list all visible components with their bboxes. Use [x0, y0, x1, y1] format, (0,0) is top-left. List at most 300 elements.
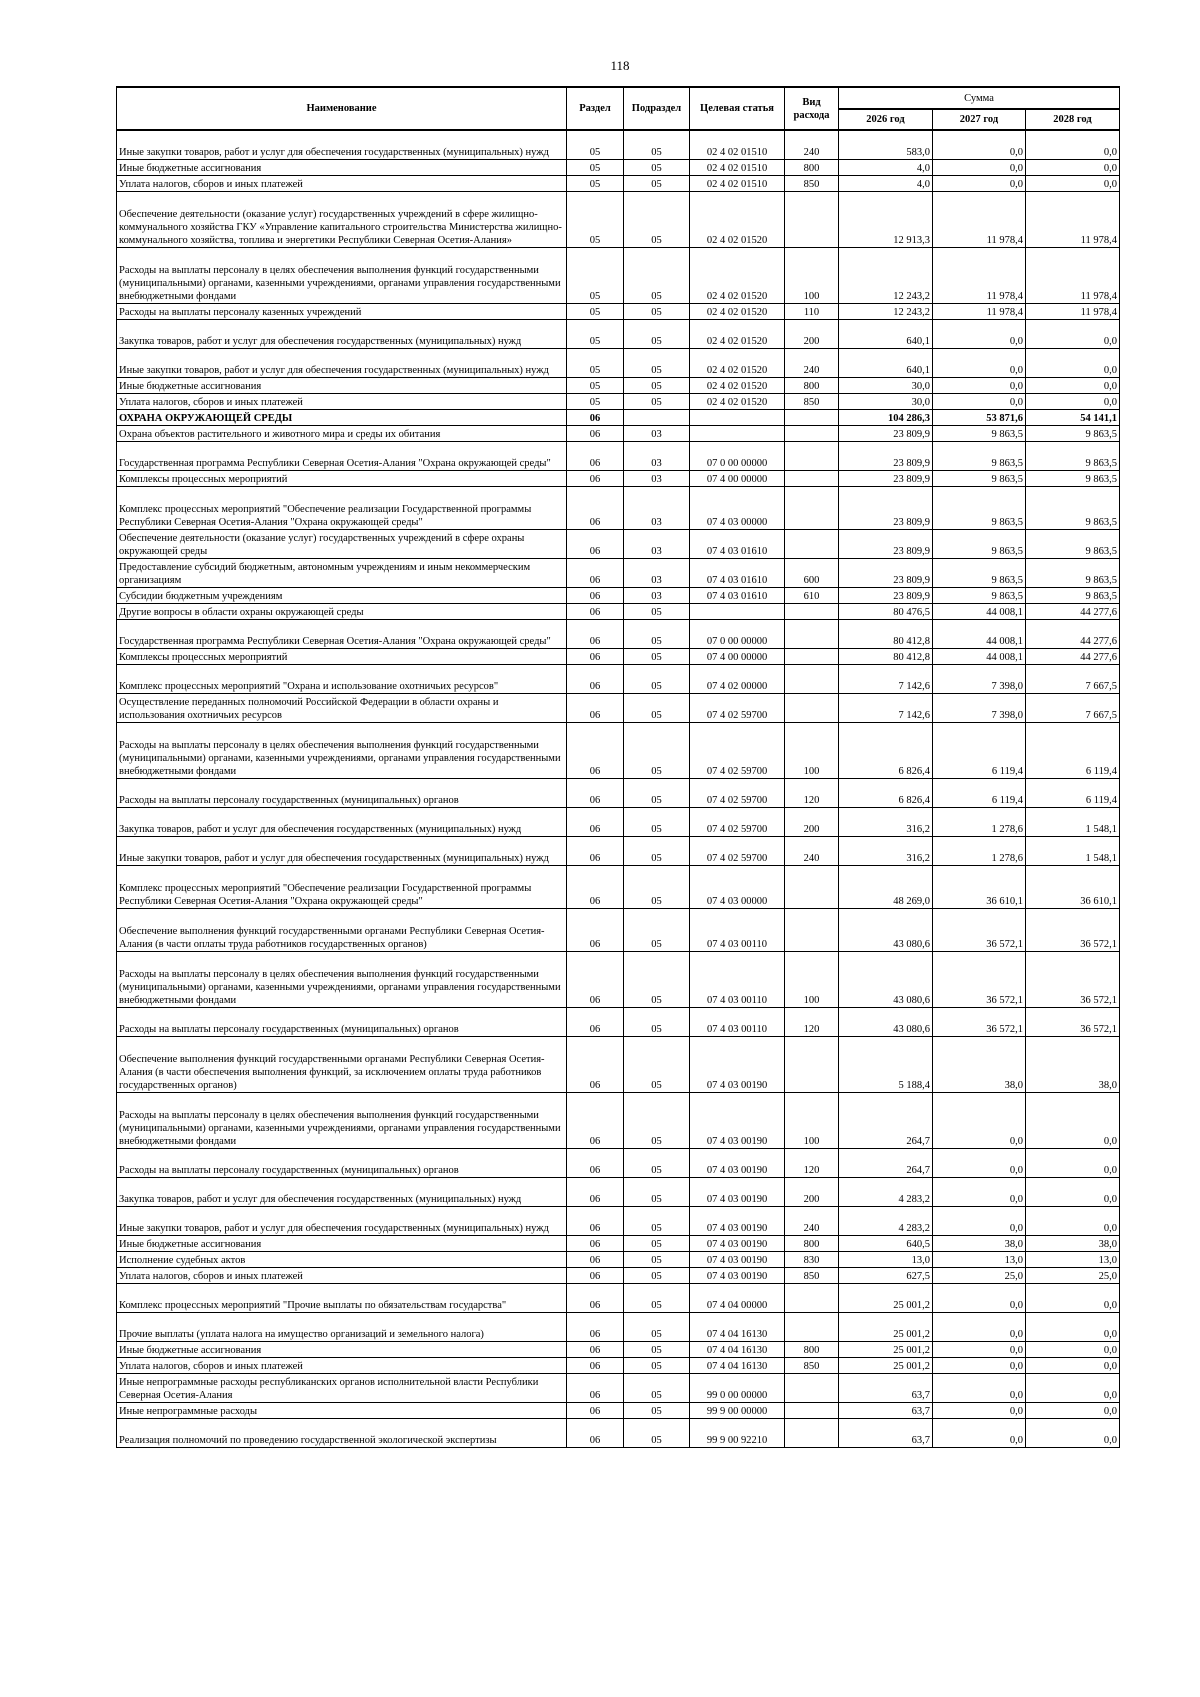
row-sum-2028: 44 277,6	[1026, 648, 1120, 664]
row-section: 06	[567, 1402, 624, 1418]
row-subsection: 05	[624, 1148, 690, 1177]
table-row	[117, 348, 1120, 377]
row-name: Расходы на выплаты персоналу государственных (муниципальных) органов	[117, 778, 567, 807]
row-subsection: 05	[624, 1357, 690, 1373]
row-sum-2027: 36 572,1	[933, 951, 1026, 1007]
row-sum-2027: 11 978,4	[933, 191, 1026, 247]
row-name: Обеспечение выполнения функций государственными органами Республики Северная Осетия-Алания (в части оплаты труда работников государственных органов)	[117, 908, 567, 951]
row-sum-2028: 0,0	[1026, 1148, 1120, 1177]
row-sum-2026: 627,5	[839, 1267, 933, 1283]
row-subsection: 05	[624, 1373, 690, 1402]
row-sum-2028: 6 119,4	[1026, 778, 1120, 807]
row-section: 06	[567, 1206, 624, 1235]
row-sum-2027: 44 008,1	[933, 619, 1026, 648]
row-target-item: 07 4 02 59700	[690, 722, 785, 778]
row-sum-2027: 44 008,1	[933, 603, 1026, 619]
row-target-item: 02 4 02 01510	[690, 175, 785, 191]
table-row	[117, 1177, 1120, 1206]
row-name: Расходы на выплаты персоналу государственных (муниципальных) органов	[117, 1007, 567, 1036]
row-section: 06	[567, 908, 624, 951]
row-name: Комплекс процессных мероприятий "Прочие выплаты по обязательствам государства"	[117, 1283, 567, 1312]
row-subsection: 05	[624, 175, 690, 191]
row-target-item: 07 4 03 01610	[690, 529, 785, 558]
row-expense-type: 800	[785, 1341, 839, 1357]
row-expense-type	[785, 693, 839, 722]
row-subsection: 05	[624, 130, 690, 159]
row-sum-2026: 6 826,4	[839, 778, 933, 807]
row-sum-2028: 0,0	[1026, 1177, 1120, 1206]
row-section: 06	[567, 1235, 624, 1251]
row-target-item: 07 4 02 59700	[690, 778, 785, 807]
row-section: 06	[567, 619, 624, 648]
row-subsection: 03	[624, 587, 690, 603]
row-sum-2026: 23 809,9	[839, 558, 933, 587]
row-sum-2028: 36 572,1	[1026, 908, 1120, 951]
row-sum-2026: 63,7	[839, 1373, 933, 1402]
row-sum-2028: 0,0	[1026, 1418, 1120, 1447]
row-name: Расходы на выплаты персоналу государственных (муниципальных) органов	[117, 1148, 567, 1177]
row-name: Комплекс процессных мероприятий "Обеспечение реализации Государственной программы Республики Северная Осетия-Алания "Охрана окружающей среды"	[117, 486, 567, 529]
row-sum-2028: 36 572,1	[1026, 1007, 1120, 1036]
table-row	[117, 175, 1120, 191]
row-sum-2026: 30,0	[839, 377, 933, 393]
row-name: Обеспечение выполнения функций государственными органами Республики Северная Осетия-Алания (в части обеспечения выполнения функций, за исключением оплаты труда работников государственных органов)	[117, 1036, 567, 1092]
row-sum-2027: 9 863,5	[933, 529, 1026, 558]
row-sum-2026: 23 809,9	[839, 425, 933, 441]
budget-table	[116, 86, 1120, 1448]
row-target-item: 07 4 03 00190	[690, 1267, 785, 1283]
row-target-item: 02 4 02 01520	[690, 393, 785, 409]
row-sum-2028: 38,0	[1026, 1036, 1120, 1092]
table-row	[117, 1251, 1120, 1267]
row-expense-type: 800	[785, 377, 839, 393]
row-name: Уплата налогов, сборов и иных платежей	[117, 1267, 567, 1283]
row-section: 06	[567, 558, 624, 587]
row-section: 06	[567, 1373, 624, 1402]
row-target-item: 07 4 03 00190	[690, 1251, 785, 1267]
row-target-item: 07 4 03 00190	[690, 1206, 785, 1235]
row-section: 06	[567, 722, 624, 778]
row-sum-2026: 23 809,9	[839, 441, 933, 470]
row-sum-2026: 23 809,9	[839, 587, 933, 603]
row-expense-type: 240	[785, 836, 839, 865]
row-expense-type: 850	[785, 175, 839, 191]
table-row	[117, 1283, 1120, 1312]
row-expense-type: 830	[785, 1251, 839, 1267]
row-name: Расходы на выплаты персоналу в целях обеспечения выполнения функций государственными (муниципальными) органами, казенными учреждениями, органами управления государственными внебюджетными фондами	[117, 722, 567, 778]
header-section: Раздел	[567, 87, 624, 130]
row-section: 06	[567, 587, 624, 603]
row-sum-2027: 0,0	[933, 1418, 1026, 1447]
row-sum-2026: 640,1	[839, 319, 933, 348]
row-sum-2027: 0,0	[933, 1206, 1026, 1235]
table-row	[117, 778, 1120, 807]
row-expense-type: 100	[785, 951, 839, 1007]
row-sum-2028: 25,0	[1026, 1267, 1120, 1283]
header-expense-type: Вид расхода	[785, 87, 839, 130]
row-sum-2027: 11 978,4	[933, 247, 1026, 303]
row-name: Уплата налогов, сборов и иных платежей	[117, 175, 567, 191]
row-expense-type	[785, 619, 839, 648]
row-subsection: 05	[624, 303, 690, 319]
row-expense-type	[785, 603, 839, 619]
table-row	[117, 1148, 1120, 1177]
row-expense-type	[785, 441, 839, 470]
row-expense-type	[785, 191, 839, 247]
row-name: Иные закупки товаров, работ и услуг для обеспечения государственных (муниципальных) нужд	[117, 130, 567, 159]
row-subsection: 03	[624, 441, 690, 470]
row-target-item: 07 4 03 00000	[690, 865, 785, 908]
table-row	[117, 425, 1120, 441]
row-target-item: 99 9 00 00000	[690, 1402, 785, 1418]
row-name: Комплексы процессных мероприятий	[117, 470, 567, 486]
row-subsection	[624, 409, 690, 425]
row-name: Субсидии бюджетным учреждениям	[117, 587, 567, 603]
row-target-item: 07 4 04 16130	[690, 1341, 785, 1357]
header-year-2027: 2027 год	[933, 109, 1026, 130]
row-expense-type: 850	[785, 1357, 839, 1373]
row-subsection: 05	[624, 693, 690, 722]
row-sum-2026: 5 188,4	[839, 1036, 933, 1092]
row-sum-2028: 11 978,4	[1026, 303, 1120, 319]
row-name: Иные бюджетные ассигнования	[117, 159, 567, 175]
row-section: 06	[567, 441, 624, 470]
row-section: 06	[567, 1036, 624, 1092]
row-section: 06	[567, 1357, 624, 1373]
header-subsection: Подраздел	[624, 87, 690, 130]
row-subsection: 03	[624, 558, 690, 587]
table-row	[117, 470, 1120, 486]
row-sum-2026: 104 286,3	[839, 409, 933, 425]
row-sum-2028: 0,0	[1026, 393, 1120, 409]
row-name: Расходы на выплаты персоналу в целях обеспечения выполнения функций государственными (муниципальными) органами, казенными учреждениями, органами управления государственными внебюджетными фондами	[117, 1092, 567, 1148]
row-sum-2027: 0,0	[933, 1312, 1026, 1341]
header-year-2026: 2026 год	[839, 109, 933, 130]
row-subsection: 05	[624, 1402, 690, 1418]
row-target-item: 07 4 04 16130	[690, 1312, 785, 1341]
row-target-item: 07 4 03 00190	[690, 1092, 785, 1148]
row-target-item: 07 4 03 00110	[690, 1007, 785, 1036]
row-target-item: 07 0 00 00000	[690, 619, 785, 648]
row-sum-2027: 0,0	[933, 130, 1026, 159]
row-sum-2027: 0,0	[933, 1373, 1026, 1402]
row-target-item: 07 4 02 59700	[690, 693, 785, 722]
row-subsection: 05	[624, 319, 690, 348]
header-target-item: Целевая статья	[690, 87, 785, 130]
table-header	[117, 87, 1120, 130]
row-name: Осуществление переданных полномочий Российской Федерации в области охраны и использования охотничьих ресурсов	[117, 693, 567, 722]
row-section: 06	[567, 1148, 624, 1177]
row-sum-2026: 12 243,2	[839, 247, 933, 303]
row-subsection: 05	[624, 619, 690, 648]
row-subsection: 05	[624, 348, 690, 377]
row-sum-2026: 30,0	[839, 393, 933, 409]
table-row	[117, 377, 1120, 393]
row-sum-2028: 0,0	[1026, 1092, 1120, 1148]
row-sum-2027: 36 572,1	[933, 908, 1026, 951]
row-sum-2027: 1 278,6	[933, 836, 1026, 865]
row-section: 06	[567, 836, 624, 865]
row-target-item: 07 4 00 00000	[690, 648, 785, 664]
row-section: 06	[567, 1177, 624, 1206]
row-subsection: 05	[624, 1341, 690, 1357]
row-expense-type	[785, 648, 839, 664]
row-sum-2028: 0,0	[1026, 175, 1120, 191]
row-expense-type	[785, 1402, 839, 1418]
row-sum-2027: 38,0	[933, 1036, 1026, 1092]
table-row	[117, 1341, 1120, 1357]
table-row	[117, 619, 1120, 648]
row-name: Обеспечение деятельности (оказание услуг) государственных учреждений в сфере жилищно-коммунального хозяйства ГКУ «Управление капитального строительства Министерства жилищно-коммунального хозяйства, топлива и энергетики Республики Северная Осетия-Алания»	[117, 191, 567, 247]
row-subsection: 05	[624, 1251, 690, 1267]
row-sum-2027: 9 863,5	[933, 470, 1026, 486]
row-sum-2028: 0,0	[1026, 1283, 1120, 1312]
row-name: Реализация полномочий по проведению государственной экологической экспертизы	[117, 1418, 567, 1447]
table-row	[117, 130, 1120, 159]
row-expense-type: 800	[785, 159, 839, 175]
row-sum-2026: 25 001,2	[839, 1283, 933, 1312]
row-name: Расходы на выплаты персоналу в целях обеспечения выполнения функций государственными (муниципальными) органами, казенными учреждениями, органами управления государственными внебюджетными фондами	[117, 951, 567, 1007]
row-target-item: 07 4 04 16130	[690, 1357, 785, 1373]
row-sum-2028: 38,0	[1026, 1235, 1120, 1251]
row-expense-type	[785, 1418, 839, 1447]
row-subsection: 05	[624, 1418, 690, 1447]
row-sum-2026: 23 809,9	[839, 486, 933, 529]
table-row	[117, 247, 1120, 303]
row-name: Предоставление субсидий бюджетным, автономным учреждениям и иным некоммерческим организациям	[117, 558, 567, 587]
row-name: Обеспечение деятельности (оказание услуг) государственных учреждений в сфере охраны окружающей среды	[117, 529, 567, 558]
row-section: 06	[567, 693, 624, 722]
row-sum-2027: 53 871,6	[933, 409, 1026, 425]
row-sum-2026: 43 080,6	[839, 951, 933, 1007]
row-section: 06	[567, 778, 624, 807]
table-row	[117, 529, 1120, 558]
row-expense-type: 200	[785, 807, 839, 836]
row-section: 05	[567, 319, 624, 348]
row-sum-2028: 0,0	[1026, 377, 1120, 393]
row-subsection: 05	[624, 1312, 690, 1341]
row-sum-2026: 6 826,4	[839, 722, 933, 778]
row-expense-type	[785, 1036, 839, 1092]
row-section: 06	[567, 664, 624, 693]
row-subsection: 03	[624, 470, 690, 486]
table-row	[117, 409, 1120, 425]
row-sum-2028: 1 548,1	[1026, 836, 1120, 865]
row-sum-2027: 36 572,1	[933, 1007, 1026, 1036]
row-section: 06	[567, 648, 624, 664]
row-sum-2028: 6 119,4	[1026, 722, 1120, 778]
row-name: Иные непрограммные расходы	[117, 1402, 567, 1418]
row-subsection: 05	[624, 1177, 690, 1206]
table-row	[117, 1267, 1120, 1283]
row-sum-2026: 583,0	[839, 130, 933, 159]
row-subsection: 05	[624, 1206, 690, 1235]
row-sum-2027: 0,0	[933, 1148, 1026, 1177]
row-sum-2026: 316,2	[839, 836, 933, 865]
row-target-item: 02 4 02 01520	[690, 319, 785, 348]
table-row	[117, 1418, 1120, 1447]
row-target-item: 02 4 02 01520	[690, 191, 785, 247]
row-expense-type	[785, 908, 839, 951]
row-sum-2027: 9 863,5	[933, 441, 1026, 470]
row-subsection: 05	[624, 191, 690, 247]
row-section: 06	[567, 603, 624, 619]
row-sum-2027: 13,0	[933, 1251, 1026, 1267]
row-expense-type	[785, 470, 839, 486]
row-expense-type: 600	[785, 558, 839, 587]
row-subsection: 05	[624, 393, 690, 409]
row-section: 06	[567, 486, 624, 529]
row-subsection: 05	[624, 247, 690, 303]
row-name: Иные закупки товаров, работ и услуг для обеспечения государственных (муниципальных) нужд	[117, 348, 567, 377]
row-sum-2028: 0,0	[1026, 159, 1120, 175]
table-row	[117, 587, 1120, 603]
row-target-item: 07 4 00 00000	[690, 470, 785, 486]
table-row	[117, 664, 1120, 693]
row-target-item: 07 0 00 00000	[690, 441, 785, 470]
row-expense-type: 240	[785, 348, 839, 377]
row-section: 06	[567, 1007, 624, 1036]
row-sum-2027: 7 398,0	[933, 664, 1026, 693]
table-row	[117, 1373, 1120, 1402]
row-sum-2027: 0,0	[933, 175, 1026, 191]
row-sum-2027: 0,0	[933, 1092, 1026, 1148]
row-sum-2028: 13,0	[1026, 1251, 1120, 1267]
row-name: Государственная программа Республики Северная Осетия-Алания "Охрана окружающей среды"	[117, 619, 567, 648]
table-row	[117, 1036, 1120, 1092]
row-name: Другие вопросы в области охраны окружающей среды	[117, 603, 567, 619]
row-sum-2027: 6 119,4	[933, 778, 1026, 807]
row-sum-2027: 0,0	[933, 1177, 1026, 1206]
row-target-item: 07 4 02 59700	[690, 836, 785, 865]
row-name: ОХРАНА ОКРУЖАЮЩЕЙ СРЕДЫ	[117, 409, 567, 425]
row-name: Иные закупки товаров, работ и услуг для обеспечения государственных (муниципальных) нужд	[117, 1206, 567, 1235]
row-sum-2026: 640,5	[839, 1235, 933, 1251]
row-expense-type: 850	[785, 1267, 839, 1283]
table-row	[117, 603, 1120, 619]
row-subsection: 05	[624, 664, 690, 693]
page-number: 118	[610, 58, 630, 73]
row-sum-2026: 4,0	[839, 175, 933, 191]
table-row	[117, 303, 1120, 319]
row-sum-2026: 12 243,2	[839, 303, 933, 319]
row-name: Закупка товаров, работ и услуг для обеспечения государственных (муниципальных) нужд	[117, 807, 567, 836]
table-row	[117, 558, 1120, 587]
row-subsection: 05	[624, 1235, 690, 1251]
row-subsection: 03	[624, 529, 690, 558]
row-name: Закупка товаров, работ и услуг для обеспечения государственных (муниципальных) нужд	[117, 1177, 567, 1206]
row-section: 05	[567, 191, 624, 247]
row-expense-type: 610	[785, 587, 839, 603]
row-section: 06	[567, 865, 624, 908]
table-row	[117, 393, 1120, 409]
header-name: Наименование	[117, 87, 567, 130]
row-sum-2027: 0,0	[933, 1402, 1026, 1418]
row-sum-2027: 9 863,5	[933, 486, 1026, 529]
table-row	[117, 1402, 1120, 1418]
row-target-item: 07 4 02 00000	[690, 664, 785, 693]
row-sum-2027: 44 008,1	[933, 648, 1026, 664]
row-name: Прочие выплаты (уплата налога на имущество организаций и земельного налога)	[117, 1312, 567, 1341]
row-subsection: 05	[624, 159, 690, 175]
row-expense-type	[785, 529, 839, 558]
row-section: 06	[567, 425, 624, 441]
row-target-item: 07 4 02 59700	[690, 807, 785, 836]
row-sum-2028: 0,0	[1026, 1402, 1120, 1418]
row-sum-2027: 0,0	[933, 348, 1026, 377]
row-section: 06	[567, 1418, 624, 1447]
row-expense-type	[785, 664, 839, 693]
table-row	[117, 1312, 1120, 1341]
row-subsection: 05	[624, 1283, 690, 1312]
row-section: 06	[567, 409, 624, 425]
row-expense-type	[785, 486, 839, 529]
row-section: 06	[567, 951, 624, 1007]
row-section: 06	[567, 1092, 624, 1148]
row-name: Иные бюджетные ассигнования	[117, 1341, 567, 1357]
row-expense-type: 100	[785, 1092, 839, 1148]
row-sum-2026: 25 001,2	[839, 1312, 933, 1341]
row-target-item: 07 4 03 00110	[690, 908, 785, 951]
row-target-item: 07 4 03 01610	[690, 587, 785, 603]
row-sum-2028: 9 863,5	[1026, 470, 1120, 486]
row-name: Расходы на выплаты персоналу в целях обеспечения выполнения функций государственными (муниципальными) органами, казенными учреждениями, органами управления государственными внебюджетными фондами	[117, 247, 567, 303]
row-target-item: 07 4 03 00190	[690, 1148, 785, 1177]
row-name: Охрана объектов растительного и животного мира и среды их обитания	[117, 425, 567, 441]
row-expense-type: 120	[785, 1148, 839, 1177]
row-subsection: 05	[624, 603, 690, 619]
row-sum-2026: 264,7	[839, 1148, 933, 1177]
row-sum-2028: 0,0	[1026, 1373, 1120, 1402]
table-row	[117, 191, 1120, 247]
row-expense-type: 110	[785, 303, 839, 319]
row-sum-2027: 7 398,0	[933, 693, 1026, 722]
row-sum-2026: 13,0	[839, 1251, 933, 1267]
row-sum-2026: 640,1	[839, 348, 933, 377]
row-sum-2026: 316,2	[839, 807, 933, 836]
row-name: Государственная программа Республики Северная Осетия-Алания "Охрана окружающей среды"	[117, 441, 567, 470]
row-expense-type	[785, 425, 839, 441]
row-sum-2026: 7 142,6	[839, 693, 933, 722]
row-expense-type: 120	[785, 1007, 839, 1036]
row-section: 05	[567, 247, 624, 303]
row-sum-2027: 0,0	[933, 319, 1026, 348]
row-subsection: 05	[624, 778, 690, 807]
row-sum-2028: 7 667,5	[1026, 693, 1120, 722]
table-row	[117, 1092, 1120, 1148]
table-row	[117, 159, 1120, 175]
row-sum-2027: 0,0	[933, 159, 1026, 175]
row-sum-2028: 0,0	[1026, 348, 1120, 377]
row-sum-2026: 63,7	[839, 1418, 933, 1447]
table-row	[117, 951, 1120, 1007]
row-sum-2027: 9 863,5	[933, 558, 1026, 587]
row-sum-2026: 43 080,6	[839, 908, 933, 951]
table-row	[117, 836, 1120, 865]
row-target-item: 02 4 02 01520	[690, 303, 785, 319]
row-section: 05	[567, 175, 624, 191]
row-section: 05	[567, 159, 624, 175]
row-sum-2028: 1 548,1	[1026, 807, 1120, 836]
row-expense-type: 200	[785, 319, 839, 348]
row-sum-2028: 0,0	[1026, 1341, 1120, 1357]
row-name: Комплекс процессных мероприятий "Охрана и использование охотничьих ресурсов"	[117, 664, 567, 693]
header-sum: Сумма	[839, 87, 1120, 109]
row-target-item	[690, 409, 785, 425]
row-name: Иные непрограммные расходы республиканских органов исполнительной власти Республики Северная Осетия-Алания	[117, 1373, 567, 1402]
row-target-item: 07 4 03 00110	[690, 951, 785, 1007]
row-target-item: 99 0 00 00000	[690, 1373, 785, 1402]
